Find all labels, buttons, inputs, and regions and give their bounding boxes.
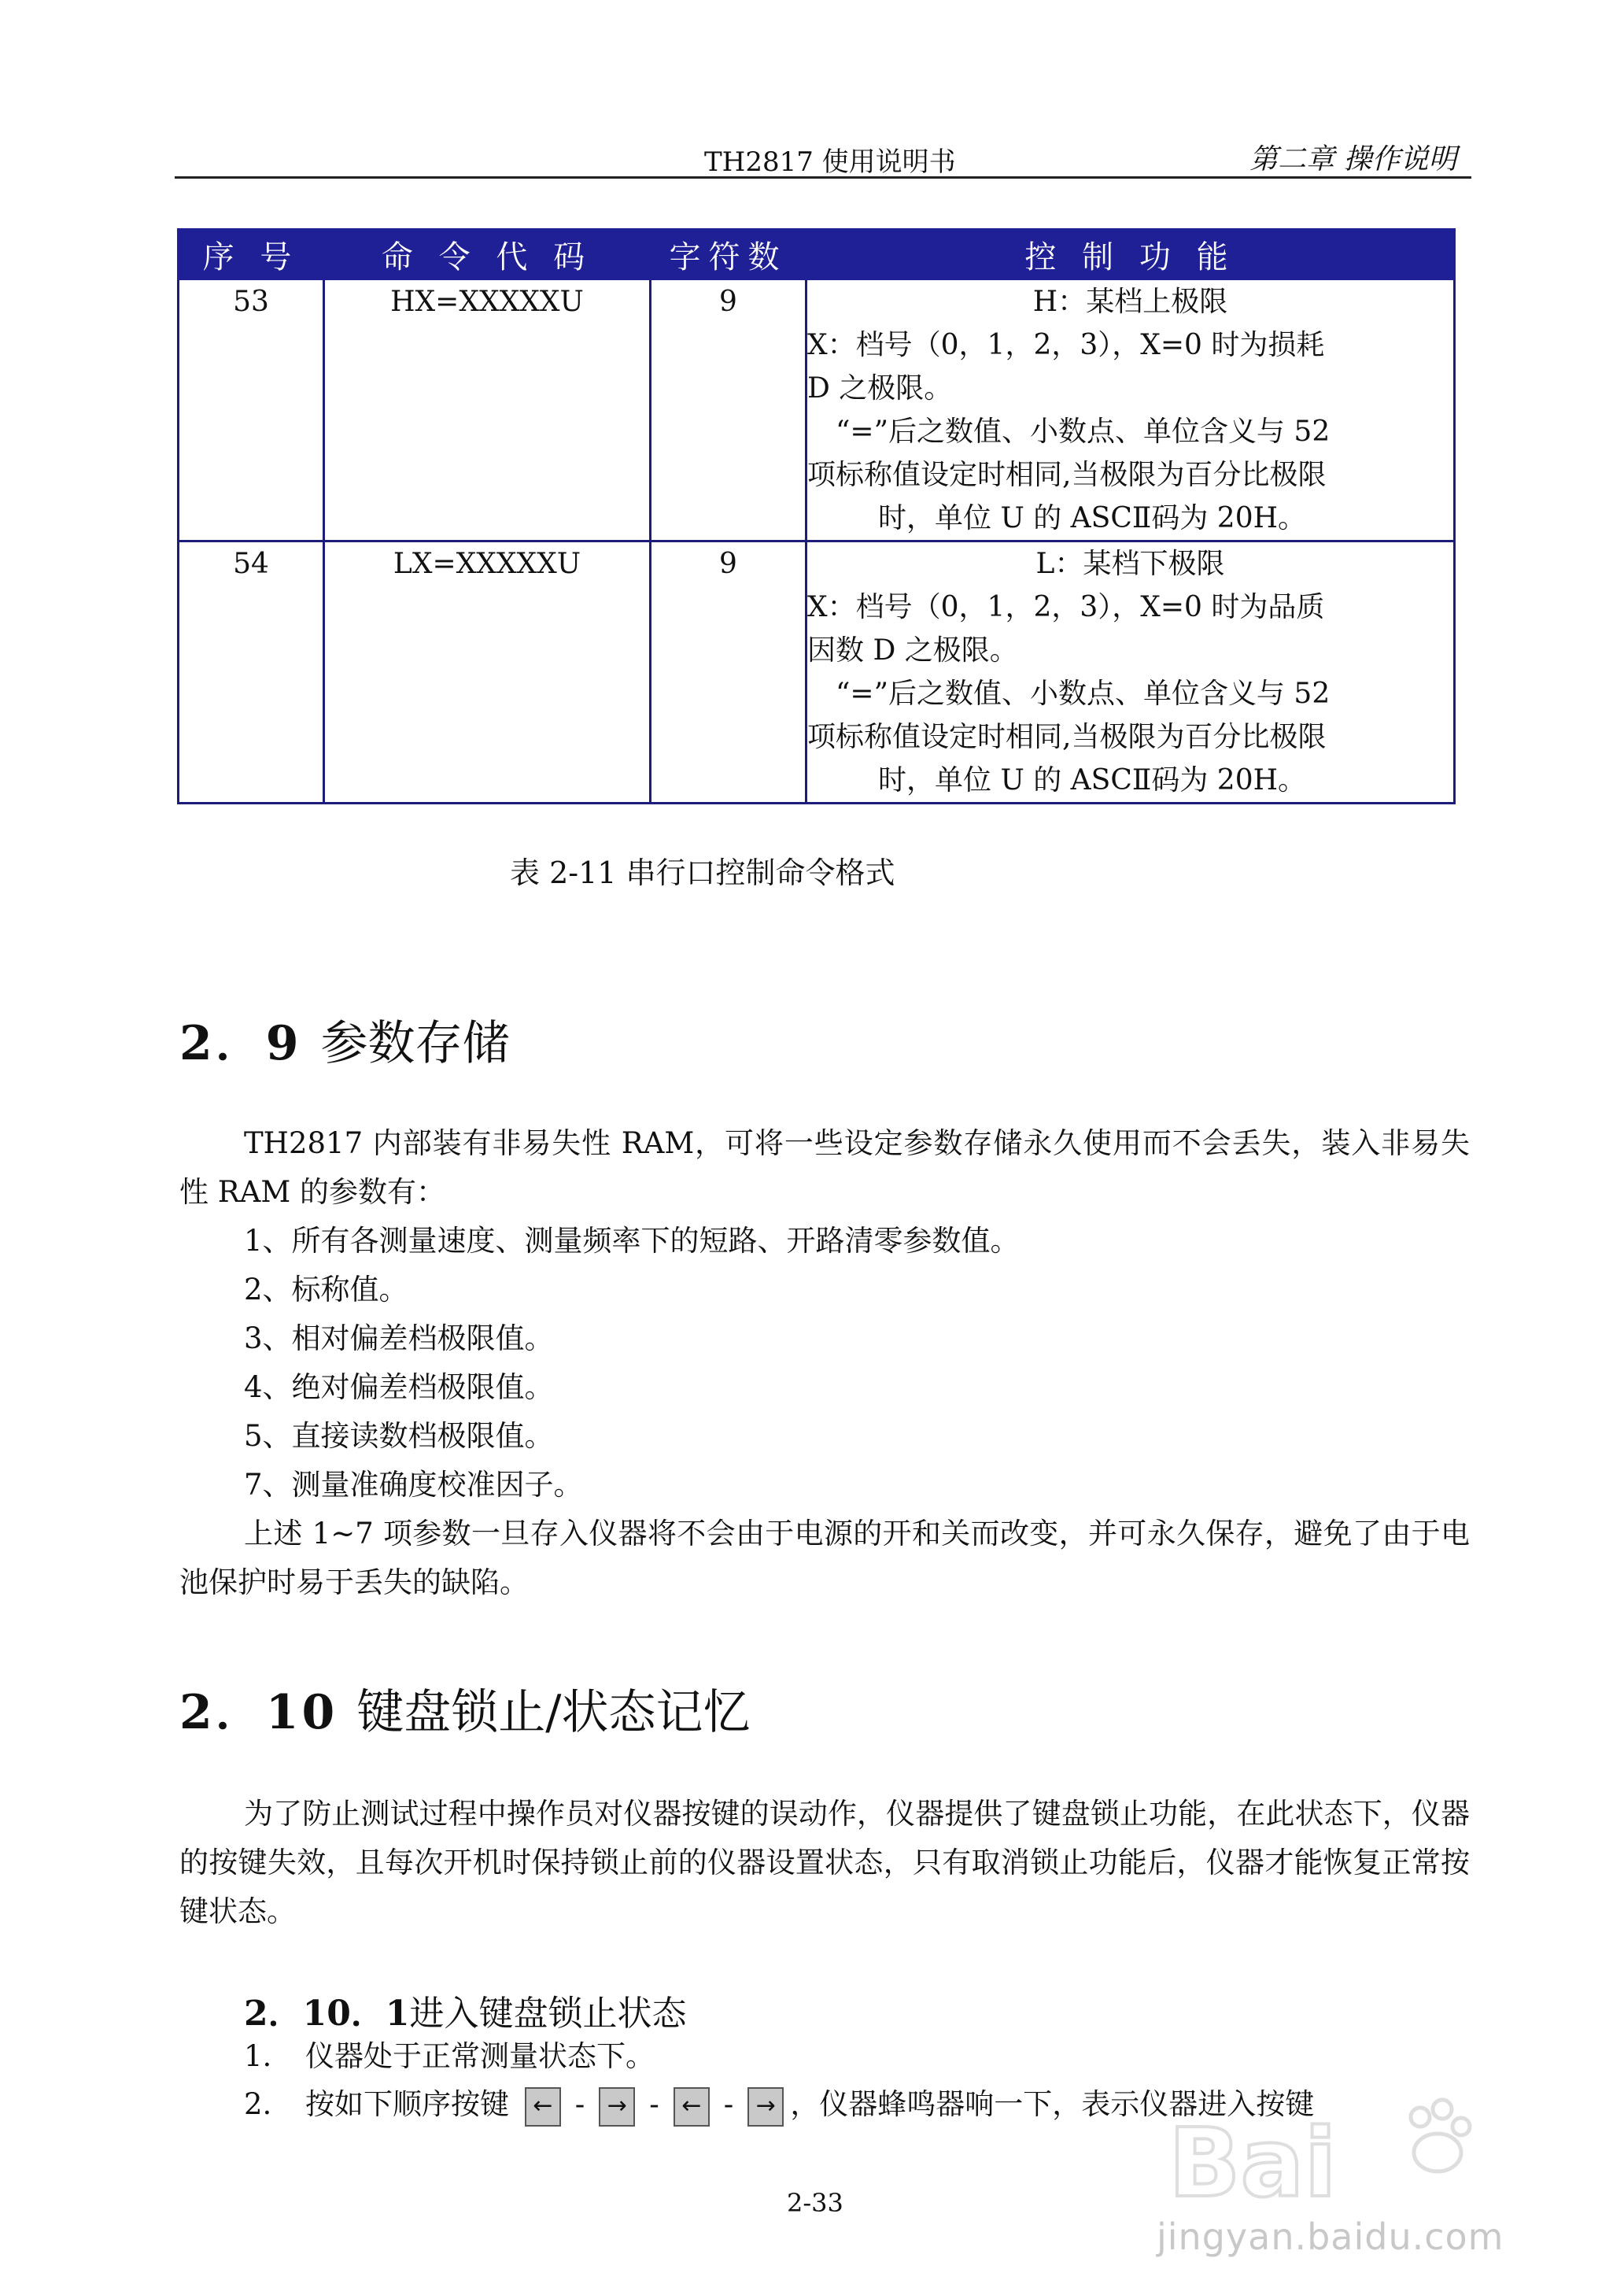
func-line: “=”后之数值、小数点、单位含义与 52: [836, 678, 1331, 710]
section-title: 参数存储: [320, 1016, 510, 1071]
func-line: “=”后之数值、小数点、单位含义与 52: [836, 416, 1331, 448]
step-text-suffix: ，仪器蜂鸣器响一下，表示仪器进入按键: [790, 2087, 1315, 2121]
table-row: [179, 541, 1455, 804]
section-number: 2．10: [179, 1685, 338, 1740]
func-line: X：档号（0，1，2，3），X=0 时为损耗: [807, 329, 1325, 361]
key-separator: -: [723, 2087, 734, 2121]
func-line: 项标称值设定时相同,当极限为百分比极限: [807, 459, 1327, 491]
cell-number: 54: [179, 541, 324, 804]
func-line: 因数 D 之极限。: [807, 634, 1018, 667]
list-item: 3、相对偏差档极限值。: [244, 1321, 554, 1355]
step-number: 2.: [244, 2087, 272, 2121]
subsection-title: 进入键盘锁止状态: [409, 1994, 687, 2034]
col-header-number: 序 号: [179, 230, 324, 279]
func-line: L：某档下极限: [1035, 548, 1225, 580]
section-heading-2-10: [179, 1675, 750, 1743]
right-arrow-key-icon: →: [599, 2087, 635, 2127]
baidu-jingyan-watermark-logo: [1161, 2078, 1475, 2227]
step-text-prefix: 按如下顺序按键: [305, 2087, 509, 2121]
cell-code: HX=XXXXXU: [324, 279, 651, 541]
right-arrow-key-icon: →: [747, 2087, 784, 2127]
table-row: [179, 279, 1455, 541]
col-header-count: 字符数: [651, 230, 806, 279]
svg-text:Bai: Bai: [1168, 2109, 1337, 2219]
page-number: 2-33: [787, 2188, 843, 2218]
section-2-9-body: [179, 1119, 1470, 1607]
section-2-10-body: [179, 1790, 1470, 1936]
list-item: 2、标称值。: [244, 1273, 408, 1306]
watermark-url: jingyan.baidu.com: [1157, 2216, 1504, 2258]
list-item: 7、测量准确度校准因子。: [244, 1468, 583, 1502]
cell-count: 9: [651, 541, 806, 804]
col-header-function: 控 制 功 能: [806, 230, 1455, 279]
command-table: [177, 228, 1456, 804]
step-2: [244, 2080, 1314, 2129]
cell-count: 9: [651, 279, 806, 541]
left-arrow-key-icon: ←: [525, 2087, 561, 2127]
cell-function: [806, 541, 1455, 804]
table-header-row: [179, 230, 1455, 279]
step-1: [244, 2032, 655, 2081]
paragraph: TH2817 内部装有非易失性 RAM，可将一些设定参数存储永久使用而不会丢失，装入非易失性 RAM 的参数有：: [179, 1126, 1470, 1209]
func-line: 时，单位 U 的 ASCⅡ码为 20H。: [878, 764, 1306, 796]
section-title: 键盘锁止/状态记忆: [356, 1685, 751, 1740]
header-doc-title: TH2817 使用说明书: [704, 146, 956, 178]
section-heading-2-9: [179, 1006, 510, 1074]
func-line: X：档号（0，1，2，3），X=0 时为品质: [807, 591, 1325, 623]
list-item: 4、绝对偏差档极限值。: [244, 1370, 554, 1404]
subsection-heading-2-10-1: [244, 1985, 686, 2035]
paragraph: 为了防止测试过程中操作员对仪器按键的误动作，仪器提供了键盘锁止功能，在此状态下，仪器的按键失效，且每次开机时保持锁止前的仪器设置状态，只有取消锁止功能后，仪器才能恢复正常按键状态。: [179, 1797, 1470, 1928]
cell-number: 53: [179, 279, 324, 541]
paragraph: 上述 1~7 项参数一旦存入仪器将不会由于电源的开和关而改变，并可永久保存，避免了由于电池保护时易于丢失的缺陷。: [179, 1517, 1470, 1599]
col-header-code: 命 令 代 码: [324, 230, 651, 279]
func-line: D 之极限。: [807, 372, 953, 405]
cell-code: LX=XXXXXU: [324, 541, 651, 804]
header-chapter-title: 第二章 操作说明: [1249, 143, 1457, 176]
list-item: 1、所有各测量速度、测量频率下的短路、开路清零参数值。: [244, 1224, 1020, 1258]
func-line: H：某档上极限: [1032, 286, 1228, 318]
cell-function: [806, 279, 1455, 541]
step-text: 仪器处于正常测量状态下。: [305, 2039, 655, 2073]
key-separator: -: [574, 2087, 585, 2121]
header-rule: [175, 176, 1471, 179]
step-number: 1.: [244, 2039, 272, 2073]
func-line: 项标称值设定时相同,当极限为百分比极限: [807, 721, 1327, 753]
list-item: 5、直接读数档极限值。: [244, 1419, 554, 1453]
subsection-number: 2．10．1: [244, 1994, 410, 2034]
func-line: 时，单位 U 的 ASCⅡ码为 20H。: [878, 502, 1306, 534]
table-caption: 表 2-11 串行口控制命令格式: [510, 856, 895, 890]
key-separator: -: [649, 2087, 659, 2121]
section-number: 2．9: [179, 1016, 302, 1071]
left-arrow-key-icon: ←: [674, 2087, 710, 2127]
